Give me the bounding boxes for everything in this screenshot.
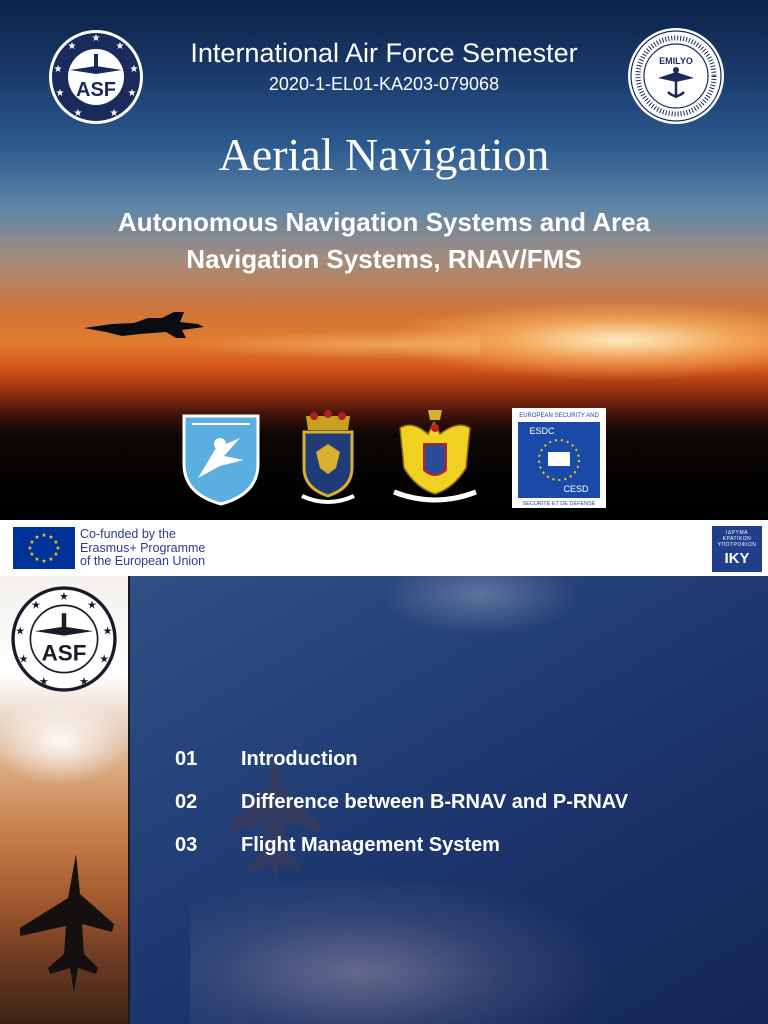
svg-text:★: ★ [34,557,40,563]
svg-text:★: ★ [91,33,101,44]
iky-logo [712,526,762,572]
romanian-air-force-academy-crest [388,408,482,508]
svg-text:★: ★ [38,675,49,688]
svg-text:★: ★ [129,64,139,75]
eu-line-2: Erasmus+ Programme [80,540,206,555]
agenda-text: Difference between B-RNAV and P-RNAV [241,791,629,813]
svg-text:★: ★ [58,590,70,603]
svg-text:★: ★ [29,540,35,546]
hellenic-air-force-academy-crest [180,408,262,508]
esdc-top-text: EUROPEAN SECURITY AND [519,413,599,419]
svg-text:★: ★ [15,625,26,638]
iky-label: IKY [724,550,750,567]
subtitle-line-2: Navigation Systems, RNAV/FMS [186,244,582,274]
main-title: Aerial Navigation [218,129,550,180]
eu-line-1: Co-funded by the [80,527,176,541]
iky-small-1: ΙΔΡΥΜΑ [726,530,748,536]
svg-text:★: ★ [48,535,54,541]
iky-small-2: ΚΡΑΤΙΚΩΝ [722,536,752,542]
fighter-jet-silhouette [82,308,206,346]
agenda-slide [0,576,768,1024]
esdc-mid-text: ESDC [529,426,555,436]
svg-text:★: ★ [48,557,54,563]
agenda-text: Flight Management System [241,834,500,856]
emilyo-text: EMILYO [659,56,693,66]
svg-text:★: ★ [53,540,59,546]
asf-small-text: ASF [41,640,87,666]
svg-text:★: ★ [55,88,65,99]
svg-text:★: ★ [67,41,77,52]
svg-text:★: ★ [27,546,33,552]
svg-text:★: ★ [86,599,98,612]
esdc-logo [512,408,606,508]
asf-emblem-text: ASF [76,79,116,101]
svg-text:★: ★ [127,88,137,99]
svg-text:★: ★ [55,546,61,552]
svg-text:★: ★ [29,552,35,558]
emilyo-emblem [626,26,726,126]
asf-emblem [46,28,146,126]
agenda-number: 01 [175,748,198,770]
svg-text:★: ★ [41,559,47,565]
agenda-number: 03 [175,834,198,856]
program-code: 2020-1-EL01-KA203-079068 [268,74,500,94]
agenda-text: Introduction [241,748,358,770]
esdc-low-text: CESD [563,484,589,494]
eu-line-3: of the European Union [80,554,206,568]
svg-text:★: ★ [109,108,119,119]
sunset-haze-secondary [180,330,480,360]
eu-flag-icon [13,527,75,569]
svg-text:★: ★ [79,675,90,688]
svg-text:★: ★ [102,625,113,638]
svg-text:★: ★ [53,552,59,558]
subtitle [60,204,708,278]
svg-text:★: ★ [18,653,29,666]
fighter-jet-left [16,854,116,992]
agenda-number: 02 [175,791,198,813]
portuguese-air-force-academy-crest [296,408,360,508]
svg-text:★: ★ [41,533,47,539]
svg-text:★: ★ [53,64,63,75]
cloud-upper [380,576,580,636]
svg-text:★: ★ [30,599,42,612]
iky-small-3: ΥΠΟΤΡΟΦΙΩΝ [717,542,757,548]
program-title: International Air Force Semester [190,38,578,68]
eu-funding-text [80,528,205,569]
asf-emblem-small [8,584,120,694]
svg-text:★: ★ [99,653,110,666]
cloud-lower [190,876,610,1024]
svg-text:★: ★ [73,108,83,119]
svg-text:★: ★ [34,535,40,541]
svg-text:★: ★ [115,41,125,52]
cloud-left [0,696,130,786]
subtitle-line-1: Autonomous Navigation Systems and Area [117,207,651,237]
esdc-bottom-text: SÉCURITÉ ET DE DÉFENSE [522,501,596,507]
